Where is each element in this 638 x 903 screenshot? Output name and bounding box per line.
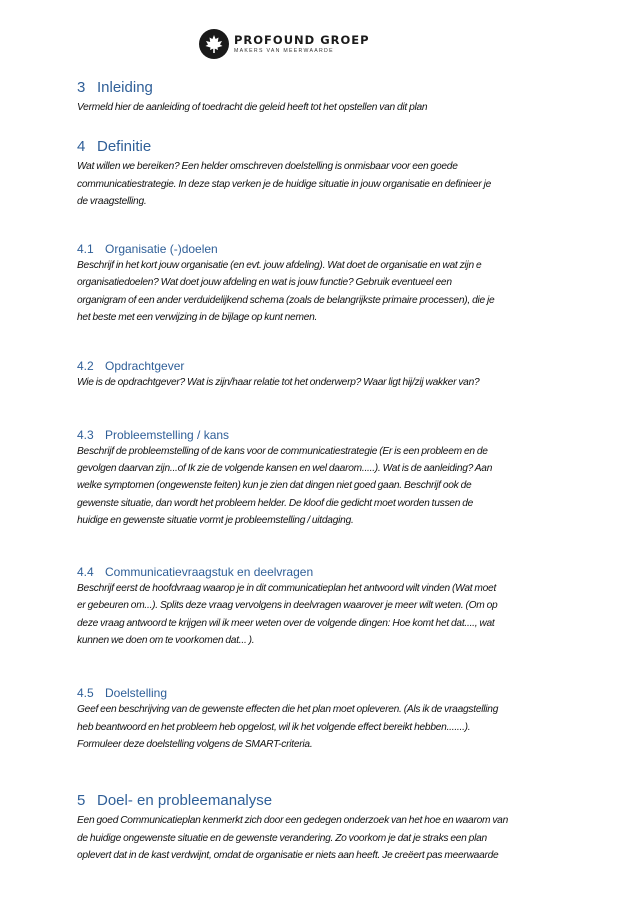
- section-heading: [77, 241, 567, 257]
- body-line: er gebeuren om...). Splits deze vraag vervolgens in deelvragen waarover je meer wilt weten. (Om op: [77, 600, 498, 612]
- section-s43: [77, 427, 567, 529]
- body-line: gewenste situatie, dan wordt het probleem helder. De kloof die gedicht moet worden tussen de: [77, 497, 474, 509]
- body-line: heb beantwoord en het probleem heb opgelost, wil ik het volgende effect bereikt hebben.......).: [77, 721, 471, 733]
- section-body: [77, 158, 567, 210]
- document-header: [199, 26, 379, 62]
- body-line: Wat willen we bereiken? Een helder omschreven doelstelling is onmisbaar voor een goede: [77, 161, 458, 173]
- section-number: 4.3: [77, 427, 94, 442]
- section-heading: [77, 791, 567, 811]
- body-line: Vermeld hier de aanleiding of toedracht die geleid heeft tot het opstellen van dit plan: [77, 102, 428, 113]
- section-title: Doel- en probleemanalyse: [97, 792, 273, 810]
- section-title: Opdrachtgever: [105, 359, 185, 374]
- body-line: organigram of een ander verduidelijkend schema (zoals de belangrijkste primaire processen), die je: [77, 294, 495, 306]
- section-number: 4.5: [77, 686, 94, 701]
- section-s3: [77, 78, 567, 116]
- section-body: [77, 443, 567, 529]
- section-body: [77, 99, 567, 116]
- body-line: huidige en gewenste situatie vormt je probleemstelling / uitdaging.: [77, 514, 354, 526]
- section-s41: [77, 241, 567, 326]
- body-line: kunnen we doen om te voorkomen dat... ).: [77, 635, 255, 647]
- section-s5: [77, 791, 567, 864]
- body-line: oplevert dat in de kast verdwijnt, omdat de organisatie er niets aan heeft. Je creëert pas meerwaarde: [77, 849, 499, 861]
- section-heading: [77, 427, 567, 443]
- section-number: 5: [77, 792, 86, 810]
- body-line: Geef een beschrijving van de gewenste effecten die het plan moet opleveren. (Als ik de vraagstelling: [77, 704, 499, 716]
- section-s42: [77, 358, 567, 391]
- section-body: [77, 257, 567, 326]
- section-title: Communicatievraagstuk en deelvragen: [105, 565, 314, 580]
- body-line: het beste met een verwijzing in de bijlage op kunt nemen.: [77, 312, 318, 324]
- body-line: Beschrijf eerst de hoofdvraag waarop je in dit communicatieplan het antwoord wilt vinden (Wat moet: [77, 583, 497, 595]
- section-title: Probleemstelling / kans: [105, 427, 230, 442]
- section-title: Inleiding: [97, 79, 153, 96]
- section-body: [77, 812, 567, 864]
- section-body: [77, 580, 567, 649]
- body-line: Beschrijf in het kort jouw organisatie (en evt. jouw afdeling). Wat doet de organisatie en wat zijn e: [77, 260, 482, 272]
- section-s4: [77, 137, 567, 210]
- body-line: Een goed Communicatieplan kenmerkt zich door een gedegen onderzoek van het hoe en waarom van: [77, 815, 508, 827]
- section-number: 4.2: [77, 359, 94, 374]
- section-title: Doelstelling: [105, 686, 168, 701]
- section-number: 4: [77, 138, 86, 156]
- logo-wordmark: [234, 34, 370, 55]
- body-line: gevolgen daarvan zijn...of Ik zie de volgende kansen en wel daarom.....). Wat is de aanleiding? Aan: [77, 462, 493, 474]
- section-number: 3: [77, 79, 86, 96]
- document-body: [77, 78, 567, 864]
- section-body: [77, 701, 567, 753]
- section-number: 4.1: [77, 242, 94, 257]
- section-heading: [77, 78, 567, 98]
- body-line: deze vraag antwoord te krijgen wil ik meer weten over de volgende dingen: Hoe komt het dat...., wat: [77, 617, 495, 629]
- section-heading: [77, 685, 567, 701]
- section-title: Organisatie (-)doelen: [105, 242, 218, 257]
- brand-tagline: MAKERS VAN MEERWAARDE: [234, 47, 334, 54]
- section-number: 4.4: [77, 565, 94, 580]
- body-line: communicatiestrategie. In deze stap verken je de huidige situatie in jouw organisatie en definieer je: [77, 178, 492, 190]
- body-line: de vraagstelling.: [77, 195, 147, 207]
- body-line: welke symptomen (ongewenste feiten) kun je zien dat dingen niet goed gaan. Beschrijf ook de: [77, 480, 472, 492]
- body-line: Beschrijf de probleemstelling of de kans voor de communicatiestrategie (Er is een probleem en de: [77, 445, 488, 457]
- section-heading: [77, 564, 567, 580]
- body-line: Formuleer deze doelstelling volgens de SMART-criteria.: [77, 738, 313, 750]
- section-body: [77, 374, 567, 391]
- section-s44: [77, 564, 567, 649]
- section-heading: [77, 137, 567, 157]
- section-heading: [77, 358, 567, 374]
- brand-name: PROFOUND GROEP: [234, 32, 370, 47]
- body-line: organisatiedoelen? Wat doet jouw afdeling en wat is jouw functie? Gebruik eventueel een: [77, 277, 452, 289]
- section-title: Definitie: [97, 138, 152, 156]
- body-line: de huidige ongewenste situatie en de gewenste verandering. Zo voorkom je dat je straks een plan: [77, 832, 487, 844]
- maple-leaf-icon: [199, 29, 229, 59]
- body-line: Wie is de opdrachtgever? Wat is zijn/haar relatie tot het onderwerp? Waar ligt hij/zij wakker van?: [77, 377, 480, 389]
- section-s45: [77, 685, 567, 753]
